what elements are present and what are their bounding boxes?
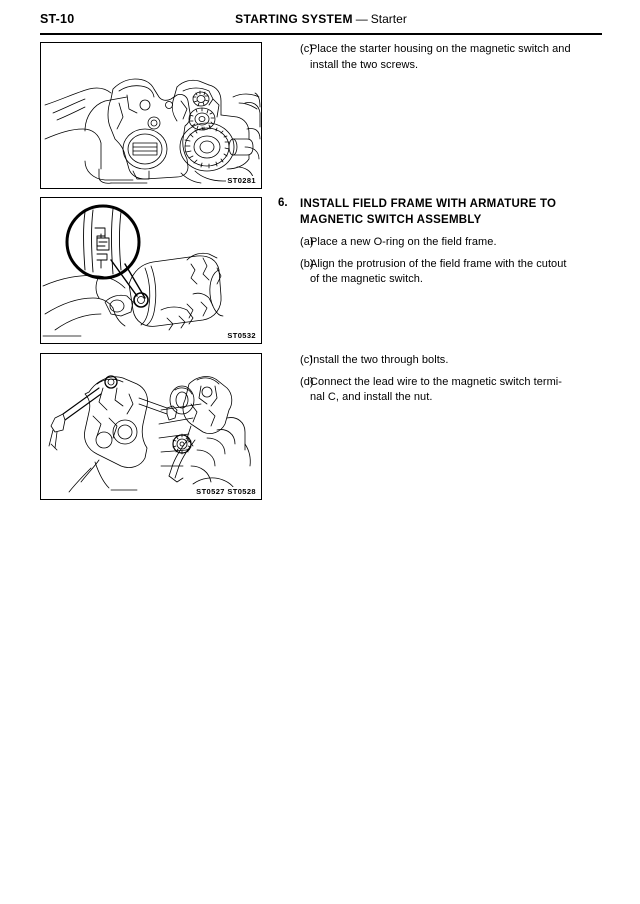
sub-item-line-2: nal C, and install the nut. [310, 391, 433, 403]
illustration-starter-housing-on-magnetic-switch [41, 43, 261, 188]
sub-item [278, 42, 602, 73]
step-heading-line-1: INSTALL FIELD FRAME WITH ARMATURE TO [300, 198, 557, 210]
figure-through-bolts-lead-wire [40, 353, 262, 500]
figure-code: ST0532 [227, 331, 256, 340]
sub-item-line-1: Align the protrusion of the field frame with the cutout [310, 257, 567, 270]
sub-item-line-2: install the two screws. [310, 58, 419, 71]
sub-item-line-1: Install the two through bolts. [310, 354, 449, 366]
page-title [40, 12, 602, 26]
figure-code: ST0281 [227, 176, 256, 185]
sub-item-marker: (c) [300, 354, 313, 366]
figure-starter-housing [40, 42, 262, 189]
sub-item-c [278, 353, 602, 369]
system-title: STARTING SYSTEM [235, 12, 353, 26]
illustration-through-bolts-and-terminal-nut [41, 354, 261, 499]
sub-item-d [278, 375, 602, 406]
figure-field-frame-alignment [40, 197, 262, 344]
sub-item-marker: (d) [300, 375, 314, 388]
sub-item-line-1: Connect the lead wire to the magnetic switch termi- [310, 375, 562, 388]
sub-item-marker: (a) [300, 236, 314, 248]
sub-item-marker: (c) [300, 43, 313, 55]
step-6-heading [278, 197, 602, 228]
header-divider [40, 33, 602, 35]
step-heading-line-2: MAGNETIC SWITCH ASSEMBLY [300, 213, 482, 226]
title-dash: — [355, 12, 368, 26]
sub-item-b [278, 257, 602, 288]
illustration-field-frame-protrusion-cutout [41, 198, 261, 343]
title-subtitle: Starter [370, 12, 407, 26]
step-number: 6. [278, 197, 288, 209]
sub-item-line-2: of the magnetic switch. [310, 273, 424, 285]
step-6-block [278, 197, 602, 288]
sub-item-line-1: Place the starter housing on the magnetic switch and [310, 43, 571, 55]
step-6-items-cd [278, 353, 602, 406]
instruction-item-c-top [278, 42, 602, 73]
sub-item-line-1: Place a new O-ring on the field frame. [310, 236, 497, 248]
figure-code: ST0527 ST0528 [196, 487, 256, 496]
page-number: ST-10 [40, 12, 75, 26]
sub-item-a [278, 235, 602, 251]
sub-item-marker: (b) [300, 257, 314, 270]
page-header [40, 12, 602, 34]
